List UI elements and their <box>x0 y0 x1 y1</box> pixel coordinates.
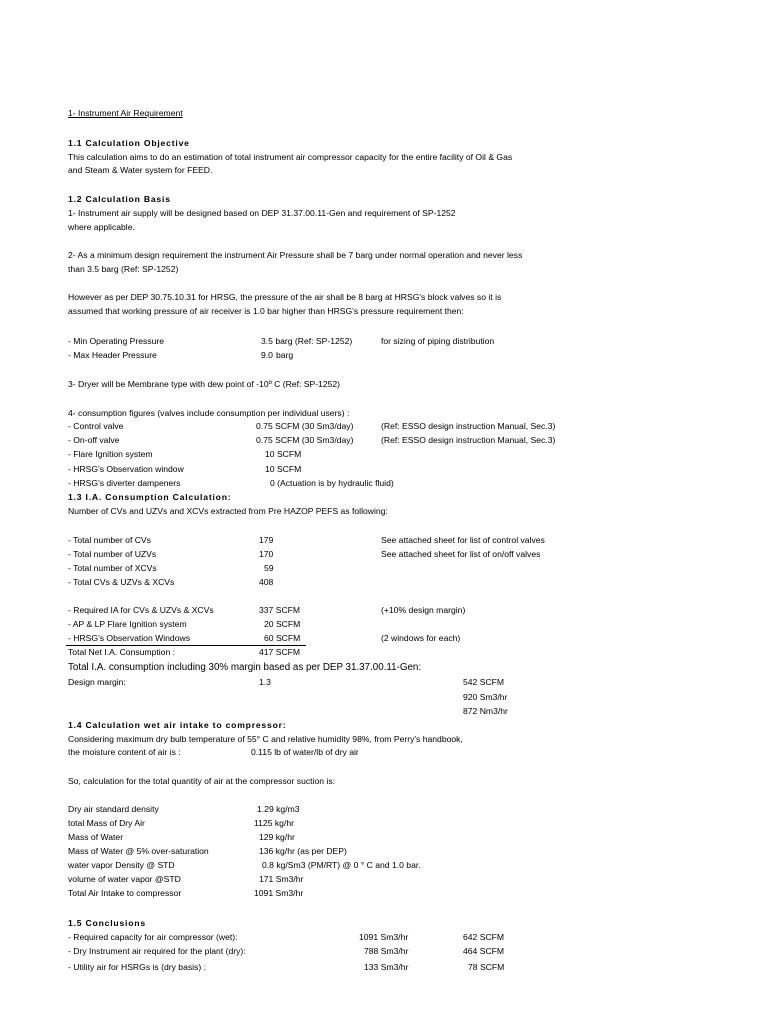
basis-text: 1- Instrument air supply will be designed based on DEP 31.37.00.11-Gen and requirement of SP-1252 <box>68 208 456 218</box>
conclusion-sm3: 133 Sm3/hr <box>364 962 409 972</box>
required-value: 337 SCFM <box>259 605 301 615</box>
calc-label: Dry air standard density <box>68 804 159 814</box>
consumption-value: 0.75 SCFM (30 Sm3/day) <box>256 435 354 445</box>
section-heading-consumption: 1.3 I.A. Consumption Calculation: <box>68 492 232 502</box>
consumption-label: - Flare Ignition system <box>68 449 153 459</box>
total-divider <box>66 645 306 646</box>
consumption-value: 10 SCFM <box>265 464 302 474</box>
count-value: 408 <box>259 577 274 587</box>
conclusion-scfm: 464 SCFM <box>463 946 505 956</box>
consumption-ref: (Ref: ESSO design instruction Manual, Sec.3) <box>381 421 556 431</box>
basis-text: 3- Dryer will be Membrane type with dew point of -10º C (Ref: SP-1252) <box>68 379 341 389</box>
basis-text: 4- consumption figures (valves include consumption per individual users) : <box>68 408 350 418</box>
pressure-value: 3.5 barg (Ref: SP-1252) <box>261 336 353 346</box>
consumption-label: - HRSG's diverter dampeners <box>68 478 181 488</box>
calc-value: 1091 Sm3/hr <box>254 888 304 898</box>
count-value: 170 <box>259 549 274 559</box>
count-value: 179 <box>259 535 274 545</box>
required-note: (2 windows for each) <box>381 633 461 643</box>
calc-value: 171 Sm3/hr <box>259 874 304 884</box>
conclusion-sm3: 788 Sm3/hr <box>364 946 409 956</box>
objective-line: and Steam & Water system for FEED. <box>68 165 213 175</box>
consumption-label: - Control valve <box>68 421 124 431</box>
conclusion-sm3: 1091 Sm3/hr <box>359 932 409 942</box>
basis-text: 2- As a minimum design requirement the instrument Air Pressure shall be 7 barg under normal operation and never less <box>68 250 523 260</box>
pressure-label: - Max Header Pressure <box>68 350 157 360</box>
pressure-label: - Min Operating Pressure <box>68 336 164 346</box>
design-margin-value: 1.3 <box>259 677 271 687</box>
total-value: 417 SCFM <box>259 647 301 657</box>
count-label: - Total number of CVs <box>68 535 151 545</box>
result-value: 872 Nm3/hr <box>463 706 508 716</box>
consumption-label: - On-off valve <box>68 435 120 445</box>
count-label: - Total number of XCVs <box>68 563 157 573</box>
wet-air-value: 0.115 lb of water/lb of dry air <box>251 747 359 757</box>
pressure-unit: barg <box>276 350 294 360</box>
required-label: - AP & LP Flare Ignition system <box>68 619 187 629</box>
basis-text: than 3.5 barg (Ref: SP-1252) <box>68 264 179 274</box>
calc-label: total Mass of Dry Air <box>68 818 145 828</box>
section-heading-basis: 1.2 Calculation Basis <box>68 194 171 204</box>
result-value: 920 Sm3/hr <box>463 692 508 702</box>
conclusion-label: - Required capacity for air compressor (wet): <box>68 932 238 942</box>
basis-text: assumed that working pressure of air receiver is 1.0 bar higher than HRSG's pressure requirement then: <box>68 306 464 316</box>
result-value: 542 SCFM <box>463 677 505 687</box>
wet-air-text: So, calculation for the total quantity of air at the compressor suction is: <box>68 776 336 786</box>
conclusion-scfm: 78 SCFM <box>468 962 505 972</box>
count-label: - Total CVs & UZVs & XCVs <box>68 577 175 587</box>
objective-line: This calculation aims to do an estimation of total instrument air compressor capacity for the entire facility of Oil & Gas <box>68 152 513 162</box>
total-label: Total Net I.A. Consumption : <box>68 647 175 657</box>
calc-label: Mass of Water <box>68 832 124 842</box>
consumption-label: - HRSG's Observation window <box>68 464 184 474</box>
calc-value: 1.29 kg/m3 <box>257 804 300 814</box>
required-value: 20 SCFM <box>264 619 301 629</box>
calc-label: water vapor Density @ STD <box>68 860 175 870</box>
margin-text: Total I.A. consumption including 30% margin based as per DEP 31.37.00.11-Gen: <box>68 662 422 673</box>
section-heading-conclusions: 1.5 Conclusions <box>68 918 146 928</box>
wet-air-text: the moisture content of air is : <box>68 747 181 757</box>
wet-air-text: Considering maximum dry bulb temperature of 55° C and relative humidity 98%, from Perry's handbook, <box>68 734 463 744</box>
conclusion-scfm: 642 SCFM <box>463 932 505 942</box>
pressure-value: 9.0 <box>261 350 273 360</box>
count-label: - Total number of UZVs <box>68 549 157 559</box>
calc-value: 0.8 kg/Sm3 (PM/RT) @ 0 ° C and 1.0 bar. <box>262 860 421 870</box>
calc-value: 136 kg/hr (as per DEP) <box>259 846 347 856</box>
calc-value: 1125 kg/hr <box>254 818 294 828</box>
section-heading-objective: 1.1 Calculation Objective <box>68 138 190 148</box>
section-heading-wet-air: 1.4 Calculation wet air intake to compressor: <box>68 720 287 730</box>
consumption-ref: (Ref: ESSO design instruction Manual, Sec.3) <box>381 435 556 445</box>
consumption-value: 0.75 SCFM (30 Sm3/day) <box>256 421 354 431</box>
required-value: 60 SCFM <box>264 633 301 643</box>
basis-text: However as per DEP 30.75.10.31 for HRSG, the pressure of the air shall be 8 barg at HRSG's block valves so it is <box>68 292 502 302</box>
pressure-note: for sizing of piping distribution <box>381 336 495 346</box>
conclusion-label: - Dry Instrument air required for the plant (dry): <box>68 946 246 956</box>
consumption-intro: Number of CVs and UZVs and XCVs extracted from Pre HAZOP PEFS as following: <box>68 506 388 516</box>
count-note: See attached sheet for list of control valves <box>381 535 545 545</box>
design-margin-label: Design margin: <box>68 677 126 687</box>
required-label: - HRSG's Observation Windows <box>68 633 190 643</box>
conclusion-label: - Utility air for HSRGs is (dry basis) : <box>68 962 206 972</box>
count-value: 59 <box>264 563 274 573</box>
calc-label: Mass of Water @ 5% over-saturation <box>68 846 209 856</box>
required-note: (+10% design margin) <box>381 605 466 615</box>
required-label: - Required IA for CVs & UZVs & XCVs <box>68 605 214 615</box>
basis-text: where applicable. <box>68 222 135 232</box>
consumption-value: 0 (Actuation is by hydraulic fluid) <box>270 478 394 488</box>
consumption-value: 10 SCFM <box>265 449 302 459</box>
count-note: See attached sheet for list of on/off valves <box>381 549 541 559</box>
calc-label: volume of water vapor @STD <box>68 874 181 884</box>
page-title: 1- Instrument Air Requirement <box>68 108 183 118</box>
calc-value: 129 kg/hr <box>259 832 295 842</box>
calc-label: Total Air Intake to compressor <box>68 888 182 898</box>
